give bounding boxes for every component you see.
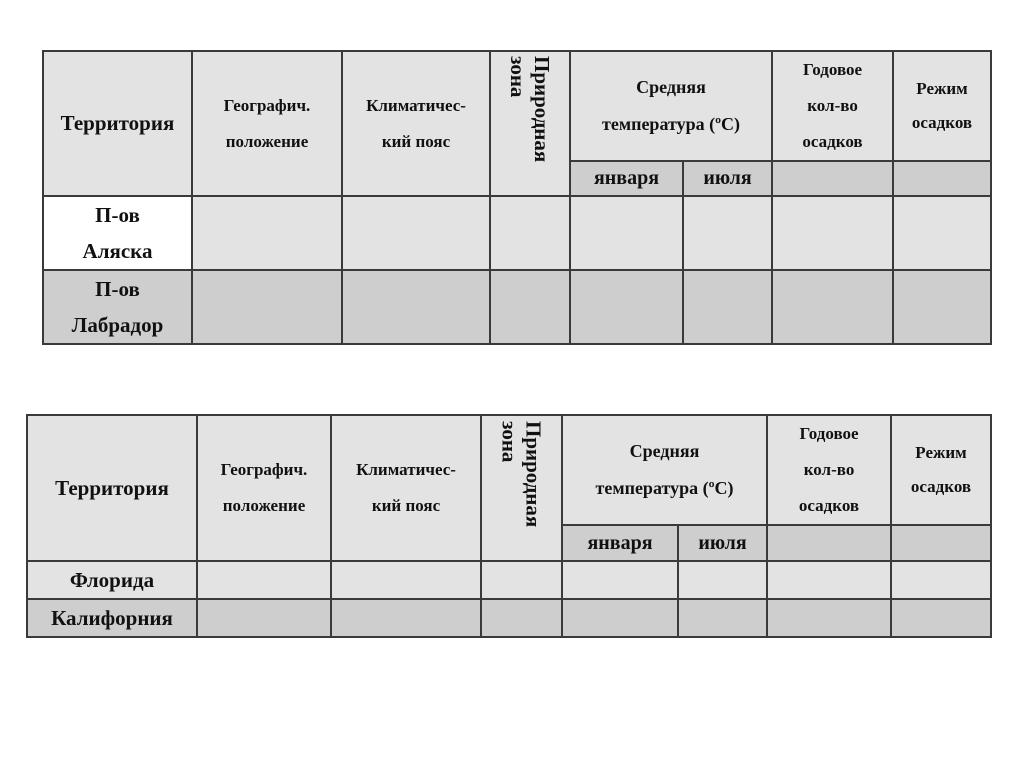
data-cell xyxy=(331,561,481,599)
data-cell xyxy=(342,196,490,270)
data-cell xyxy=(197,561,331,599)
header-precip-regime xyxy=(893,51,991,161)
header-temp-line-1: Средняя xyxy=(636,77,706,97)
data-cell xyxy=(683,196,772,270)
data-cell xyxy=(490,196,570,270)
data-cell xyxy=(481,561,562,599)
data-cell xyxy=(331,599,481,637)
header-january-label: января xyxy=(587,531,653,554)
header-avg-temp xyxy=(570,51,772,161)
data-cell xyxy=(767,599,891,637)
row-territory xyxy=(43,270,192,344)
header-temp-line-2: температура (ºС) xyxy=(595,478,734,498)
header-empty-cell xyxy=(767,525,891,561)
header-natural-zone xyxy=(481,415,562,561)
header-precip-line-1: Годовое xyxy=(802,60,863,79)
header-precip-line-3: осадков xyxy=(802,132,863,151)
table-row xyxy=(27,599,991,637)
header-july xyxy=(683,161,772,196)
data-cell xyxy=(490,270,570,344)
data-cell xyxy=(678,599,767,637)
climate-table-south xyxy=(26,414,992,638)
header-temp-line-1: Средняя xyxy=(629,441,700,461)
header-geo-line-2: положение xyxy=(225,131,309,151)
header-july-label: июля xyxy=(703,167,752,189)
header-empty-cell xyxy=(772,161,893,196)
header-regime-line-2: осадков xyxy=(910,477,972,496)
header-geo-position xyxy=(192,51,342,196)
row-territory xyxy=(43,196,192,270)
data-cell xyxy=(481,599,562,637)
header-geo-line-1: Географич. xyxy=(223,95,311,115)
row-territory xyxy=(27,561,197,599)
header-geo-line-2: положение xyxy=(222,496,306,515)
header-territory xyxy=(43,51,192,196)
header-geo-position xyxy=(197,415,331,561)
header-precip-line-1: Годовое xyxy=(799,424,859,443)
header-regime-line-1: Режим xyxy=(915,443,967,462)
header-temp-line-2: температура (ºС) xyxy=(601,114,741,134)
header-empty-cell xyxy=(891,525,991,561)
header-zone-line-2: зона xyxy=(497,420,522,462)
row-territory-line-1: П-ов xyxy=(95,277,140,301)
header-precip-line-2: кол-во xyxy=(803,460,855,479)
header-zone-line-2: зона xyxy=(506,56,530,98)
data-cell xyxy=(570,270,683,344)
header-zone-line-1: Природная xyxy=(530,56,554,163)
header-avg-temp xyxy=(562,415,767,525)
header-precip-line-2: кол-во xyxy=(807,96,858,115)
header-climate-line-1: Климатичес- xyxy=(366,95,466,115)
header-territory-label: Территория xyxy=(55,475,169,500)
data-cell xyxy=(767,561,891,599)
row-territory-label: Флорида xyxy=(69,568,155,592)
data-cell xyxy=(562,599,678,637)
header-precip-regime xyxy=(891,415,991,525)
header-july xyxy=(678,525,767,561)
header-regime-line-2: осадков xyxy=(911,113,973,132)
data-cell xyxy=(192,270,342,344)
climate-table-north xyxy=(42,50,992,345)
data-cell xyxy=(772,270,893,344)
table-row xyxy=(43,270,991,344)
header-climate-line-2: кий пояс xyxy=(371,496,441,515)
header-annual-precip xyxy=(772,51,893,161)
header-july-label: июля xyxy=(698,531,747,554)
header-empty-cell xyxy=(893,161,991,196)
header-geo-line-1: Географич. xyxy=(220,460,308,479)
header-january xyxy=(570,161,683,196)
header-january-label: января xyxy=(593,167,660,189)
header-natural-zone-vertical xyxy=(506,56,554,186)
data-cell xyxy=(891,561,991,599)
header-regime-line-1: Режим xyxy=(916,79,968,98)
data-cell xyxy=(562,561,678,599)
data-cell xyxy=(772,196,893,270)
header-zone-line-1: Природная xyxy=(521,420,546,527)
data-cell xyxy=(893,196,991,270)
header-natural-zone-vertical xyxy=(498,421,546,551)
row-territory-line-2: Лабрадор xyxy=(71,313,164,337)
data-cell xyxy=(678,561,767,599)
header-natural-zone xyxy=(490,51,570,196)
row-territory xyxy=(27,599,197,637)
table-row xyxy=(27,561,991,599)
header-climate-line-2: кий пояс xyxy=(381,131,451,151)
header-climate-line-1: Климатичес- xyxy=(356,460,456,479)
data-cell xyxy=(570,196,683,270)
header-annual-precip xyxy=(767,415,891,525)
data-cell xyxy=(342,270,490,344)
row-territory-line-1: П-ов xyxy=(95,203,140,227)
header-january xyxy=(562,525,678,561)
header-climate-belt xyxy=(331,415,481,561)
data-cell xyxy=(683,270,772,344)
data-cell xyxy=(192,196,342,270)
data-cell xyxy=(891,599,991,637)
header-climate-belt xyxy=(342,51,490,196)
data-cell xyxy=(197,599,331,637)
header-territory xyxy=(27,415,197,561)
row-territory-line-2: Аляска xyxy=(82,239,153,263)
table-row xyxy=(43,196,991,270)
row-territory-label: Калифорния xyxy=(51,606,173,630)
header-territory-label: Территория xyxy=(60,111,175,135)
data-cell xyxy=(893,270,991,344)
header-precip-line-3: осадков xyxy=(798,496,860,515)
